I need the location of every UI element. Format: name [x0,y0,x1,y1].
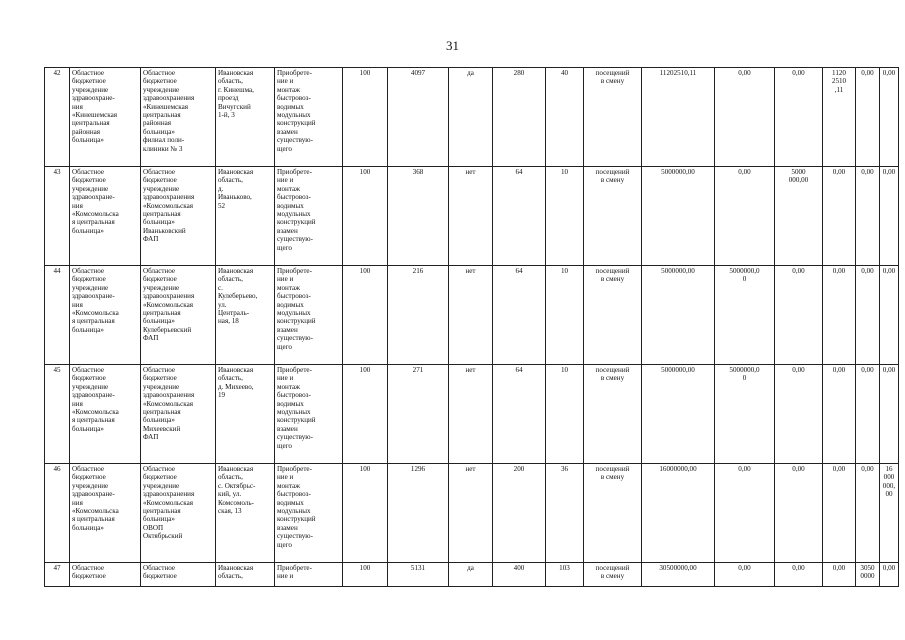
year-2020-cell: 0,00 [775,464,823,563]
year-2020-cell: 5000 000,00 [775,167,823,266]
row-number: 45 [45,365,70,464]
unit-cell: посещений в смену [584,365,642,464]
table-row [45,563,899,587]
facility-cell: Областное бюджетное учреждение здравоохранения «Комсомольская центральная больница» Михеевский ФАП [141,365,216,464]
facility-cell: Областное бюджетное учреждение здравоохранения «Комсомольская центральная больница» Кулеберьевский ФАП [141,266,216,365]
address-cell: Ивановская область, [216,563,275,587]
address-cell: Ивановская область, д. Михеево, 19 [216,365,275,464]
capacity-cell: 200 [493,464,546,563]
year-2021-cell: 0,00 [823,563,856,587]
capacity-cell: 280 [493,68,546,167]
capacity-cell: 64 [493,167,546,266]
unit-cell: посещений в смену [584,563,642,587]
year-2022-cell: 0,00 [856,68,880,167]
readiness-percent-cell: 100 [343,464,388,563]
population-cell: 368 [388,167,449,266]
institution-cell: Областное бюджетное учреждение здравоохране- ния «Комсомольска я центральная больница» [70,266,141,365]
institution-cell: Областное бюджетное учреждение здравоохране- ния «Комсомольска я центральная больница» [70,464,141,563]
total-cost-cell: 16000000,00 [642,464,715,563]
works-cell: Приобрете- ние и монтаж быстровоз- водимых модульных конструкций взамен существую- щего [275,266,343,365]
year-2021-cell: 1120 2510 ,11 [823,68,856,167]
table-row [45,365,899,464]
program-table [44,67,899,587]
works-cell: Приобрете- ние и [275,563,343,587]
staff-cell: 40 [546,68,584,167]
total-cost-cell: 5000000,00 [642,266,715,365]
row-number: 43 [45,167,70,266]
year-2023-cell: 0,00 [880,365,899,464]
staff-cell: 103 [546,563,584,587]
table-row [45,167,899,266]
population-cell: 4097 [388,68,449,167]
year-2022-cell: 0,00 [856,365,880,464]
readiness-percent-cell: 100 [343,167,388,266]
need-cell: нет [449,365,493,464]
institution-cell: Областное бюджетное учреждение здравоохране- ния «Комсомольска я центральная больница» [70,365,141,464]
year-2022-cell: 3050 0000 [856,563,880,587]
total-cost-cell: 11202510,11 [642,68,715,167]
year-2020-cell: 0,00 [775,68,823,167]
year-2019-cell: 0,00 [715,68,775,167]
page-number: 31 [446,38,459,53]
total-cost-cell: 5000000,00 [642,167,715,266]
facility-cell: Областное бюджетное учреждение здравоохранения «Кинешемская центральная районная больница» филиал поли- клиники № 3 [141,68,216,167]
population-cell: 1296 [388,464,449,563]
year-2021-cell: 0,00 [823,266,856,365]
year-2023-cell: 0,00 [880,167,899,266]
address-cell: Ивановская область, с. Октябрьс- кий, ул. Комсомоль- ская, 13 [216,464,275,563]
total-cost-cell: 5000000,00 [642,365,715,464]
address-cell: Ивановская область, с. Кулеберьево, ул. Централь- ная, 18 [216,266,275,365]
need-cell: нет [449,464,493,563]
year-2021-cell: 0,00 [823,464,856,563]
institution-cell: Областное бюджетное учреждение здравоохране- ния «Кинешемская центральная районная больница» [70,68,141,167]
capacity-cell: 400 [493,563,546,587]
row-number: 46 [45,464,70,563]
works-cell: Приобрете- ние и монтаж быстровоз- водимых модульных конструкций взамен существую- щего [275,68,343,167]
readiness-percent-cell: 100 [343,365,388,464]
address-cell: Ивановская область, д. Иваньково, 52 [216,167,275,266]
total-cost-cell: 30500000,00 [642,563,715,587]
year-2020-cell: 0,00 [775,365,823,464]
year-2022-cell: 0,00 [856,167,880,266]
row-number: 44 [45,266,70,365]
year-2019-cell: 0,00 [715,464,775,563]
staff-cell: 10 [546,266,584,365]
need-cell: нет [449,266,493,365]
year-2021-cell: 0,00 [823,167,856,266]
staff-cell: 10 [546,167,584,266]
unit-cell: посещений в смену [584,266,642,365]
year-2022-cell: 0,00 [856,266,880,365]
institution-cell: Областное бюджетное учреждение здравоохране- ния «Комсомольска я центральная больница» [70,167,141,266]
capacity-cell: 64 [493,365,546,464]
facility-cell: Областное бюджетное [141,563,216,587]
row-number: 42 [45,68,70,167]
population-cell: 5131 [388,563,449,587]
need-cell: да [449,68,493,167]
year-2023-cell: 16 000 000, 00 [880,464,899,563]
population-cell: 271 [388,365,449,464]
population-cell: 216 [388,266,449,365]
capacity-cell: 64 [493,266,546,365]
year-2023-cell: 0,00 [880,266,899,365]
unit-cell: посещений в смену [584,464,642,563]
facility-cell: Областное бюджетное учреждение здравоохранения «Комсомольская центральная больница» ОВОП Октябрьский [141,464,216,563]
row-number: 47 [45,563,70,587]
facility-cell: Областное бюджетное учреждение здравоохранения «Комсомольская центральная больница» Иваньковский ФАП [141,167,216,266]
year-2020-cell: 0,00 [775,563,823,587]
institution-cell: Областное бюджетное [70,563,141,587]
readiness-percent-cell: 100 [343,563,388,587]
staff-cell: 10 [546,365,584,464]
table-row [45,464,899,563]
unit-cell: посещений в смену [584,167,642,266]
works-cell: Приобрете- ние и монтаж быстровоз- водимых модульных конструкций взамен существую- щего [275,464,343,563]
table-row [45,68,899,167]
need-cell: нет [449,167,493,266]
year-2020-cell: 0,00 [775,266,823,365]
year-2021-cell: 0,00 [823,365,856,464]
address-cell: Ивановская область, г. Кинешма, проезд Вичугский 1-й, 3 [216,68,275,167]
year-2023-cell: 0,00 [880,68,899,167]
works-cell: Приобрете- ние и монтаж быстровоз- водимых модульных конструкций взамен существую- щего [275,167,343,266]
readiness-percent-cell: 100 [343,68,388,167]
staff-cell: 36 [546,464,584,563]
table-row [45,266,899,365]
need-cell: да [449,563,493,587]
unit-cell: посещений в смену [584,68,642,167]
year-2019-cell: 0,00 [715,167,775,266]
readiness-percent-cell: 100 [343,266,388,365]
year-2022-cell: 0,00 [856,464,880,563]
year-2019-cell: 0,00 [715,563,775,587]
works-cell: Приобрете- ние и монтаж быстровоз- водимых модульных конструкций взамен существую- щего [275,365,343,464]
year-2023-cell: 0,00 [880,563,899,587]
year-2019-cell: 5000000,0 0 [715,266,775,365]
year-2019-cell: 5000000,0 0 [715,365,775,464]
